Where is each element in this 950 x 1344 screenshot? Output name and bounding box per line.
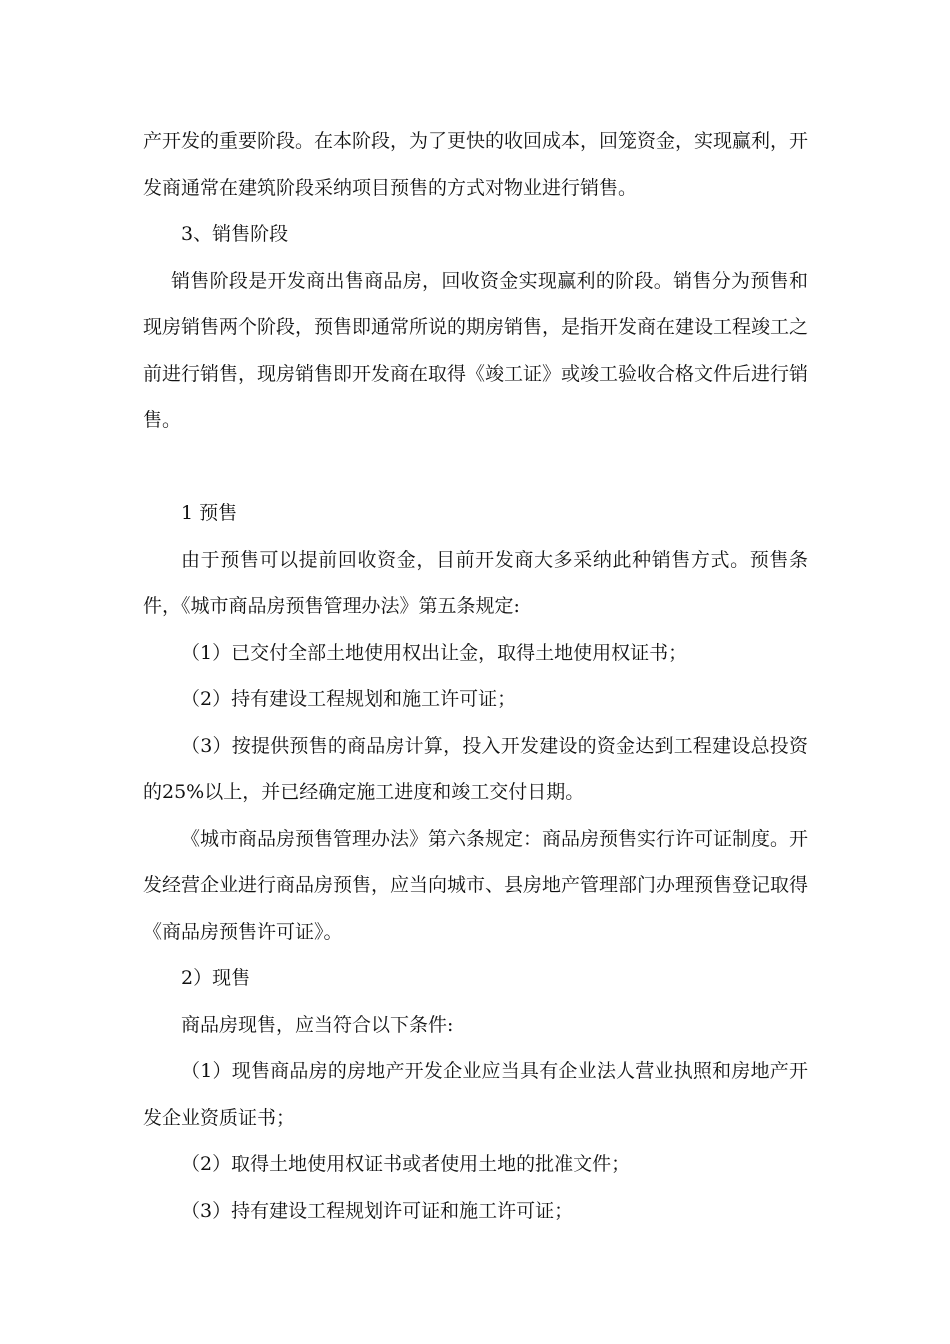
paragraph-presale-intro: 由于预售可以提前回收资金，目前开发商大多采纳此种销售方式。预售条件，《城市商品房预售管理办法》第五条规定: — [143, 548, 808, 617]
heading-sales-stage: 3、销售阶段 — [181, 223, 289, 245]
presale-condition-1: （1）已交付全部土地使用权出让金，取得土地使用权证书； — [181, 641, 688, 664]
spot-sale-condition-3: （3）持有建设工程规划许可证和施工许可证； — [181, 1199, 574, 1222]
spot-sale-condition-2: （2）取得土地使用权证书或者使用土地的批准文件； — [181, 1153, 631, 1175]
spot-sale-condition-1: （1）现售商品房的房地产开发企业应当具有企业法人营业执照和房地产开发企业资质证书； — [143, 1060, 808, 1129]
heading-spot-sale: 2）现售 — [181, 967, 251, 989]
blank-line — [143, 444, 808, 491]
heading-presale: 1 预售 — [181, 502, 238, 524]
paragraph-development-stage: 产开发的重要阶段。在本阶段，为了更快的收回成本，回笼资金，实现赢利，开发商通常在建筑阶段采纳项目预售的方式对物业进行销售。 — [143, 130, 809, 199]
document-body — [143, 118, 808, 1234]
paragraph-spot-sale-intro: 商品房现售，应当符合以下条件: — [181, 1013, 454, 1036]
paragraph-sales-stage: 销售阶段是开发商出售商品房，回收资金实现赢利的阶段。销售分为预售和现房销售两个阶段，预售即通常所说的期房销售，是指开发商在建设工程竣工之前进行销售，现房销售即开发商在取得《竣工证》或竣工验收合格文件后进行销售。 — [143, 269, 809, 431]
presale-condition-3: （3）按提供预售的商品房计算，投入开发建设的资金达到工程建设总投资的25%以上，并已经确定施工进度和竣工交付日期。 — [143, 734, 808, 803]
presale-condition-2: （2）持有建设工程规划和施工许可证； — [181, 688, 517, 710]
paragraph-presale-license: 《城市商品房预售管理办法》第六条规定：商品房预售实行许可证制度。开发经营企业进行商品房预售，应当向城市、县房地产管理部门办理预售登记取得《商品房预售许可证》。 — [143, 827, 809, 943]
